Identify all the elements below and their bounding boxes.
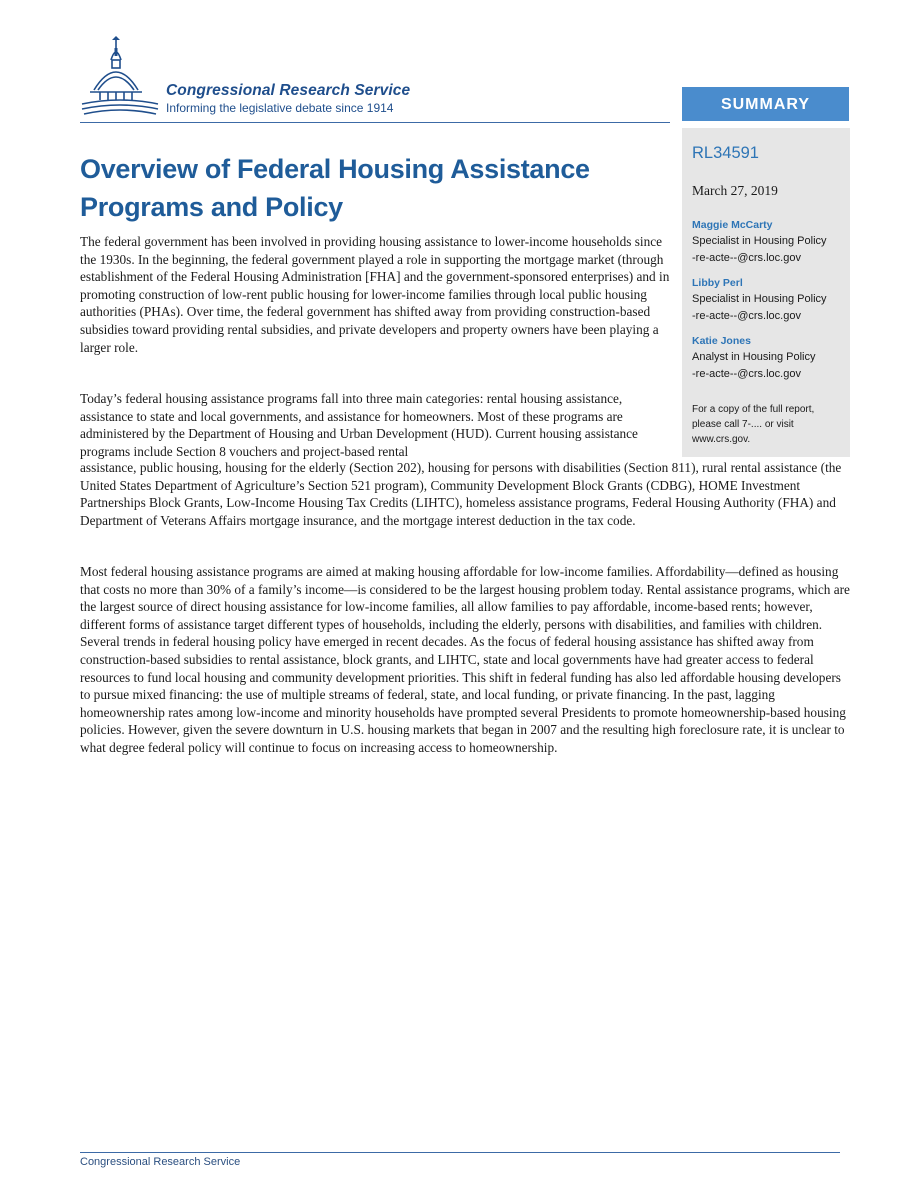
body-paragraph: Today’s federal housing assistance programs fall into three main categories: rental housing assistance, assistance to state and local governments, and assistance for homeowners. Most of these programs are administered by the Department of Housing and Urban Development (HUD). Current housing assistance programs include Section 8 vouchers and project-based rental: [80, 391, 638, 459]
author-title: Analyst in Housing Policy: [692, 351, 816, 363]
org-tagline: Informing the legislative debate since 1914: [166, 101, 394, 115]
body-paragraph: The federal government has been involved in providing housing assistance to lower-income households since the 1930s. In the beginning, the federal government played a role in supporting the mortgage market (through establishment of the Federal Housing Administration [FHA] and the government-sponsored enterprises) and in promoting construction of low-rent public housing for lower-income families through local public housing authorities (PHAs). Over time, the federal government has shifted away from providing construction-based subsidies toward providing rental subsidies, and private developers and property owners have been playing a larger role.: [80, 234, 670, 355]
report-date: March 27, 2019: [692, 183, 778, 198]
author-email[interactable]: -re-acte--@crs.loc.gov: [692, 368, 801, 380]
header-divider: [80, 122, 670, 123]
footer-divider: [80, 1152, 840, 1153]
title-line: Programs and Policy: [80, 192, 343, 222]
title-line: Overview of Federal Housing Assistance: [80, 154, 590, 184]
author-name: Katie Jones: [692, 335, 751, 347]
body-paragraph: Most federal housing assistance programs are aimed at making housing affordable for low-income families. Affordability—defined as housing that costs no more than 30% of a family’s income—is considered to be the largest housing problem today. Rental assistance programs, which are the largest source of direct housing assistance for low-income families, all allow families to pay affordable, income-based rents; however, different forms of assistance target different types of households, including the elderly, persons with disabilities, and families with children. Several trends in federal housing policy have emerged in recent decades. As the focus of federal housing assistance has shifted away from construction-based subsidies to rental assistance, block grants, and LIHTC, state and local governments have had greater access to federal resources to fund local housing and community development priorities. This shift in federal funding has also led affordable housing developers to pursue mixed financing: the use of multiple streams of federal, state, and local funding, or private financing. In the past, lagging homeownership rates among low-income and minority households have prompted several Presidents to promote homeownership-based housing policies. However, given the severe downturn in U.S. housing markets that began in 2007 and the resulting high foreclosure rate, it is unclear to what degree federal policy will continue to focus on increasing access to homeownership.: [80, 564, 850, 755]
org-name: Congressional Research Service: [166, 82, 411, 99]
summary-tab: SUMMARY: [682, 87, 849, 121]
body-paragraph-continued: assistance, public housing, housing for the elderly (Section 202), housing for persons with disabilities (Section 811), rural rental assistance (the United States Department of Agriculture’s Section 521 program), Community Development Block Grants (CDBG), HOME Investment Partnerships Block Grants, Low-Income Housing Tax Credits (LIHTC), homeless assistance programs, Federal Housing Authority (FHA) and Department of Veterans Affairs mortgage insurance, and the mortgage interest deduction in the tax code.: [80, 460, 842, 528]
report-id: RL34591: [692, 144, 759, 162]
author-name: Maggie McCarty: [692, 219, 773, 231]
author-email[interactable]: -re-acte--@crs.loc.gov: [692, 310, 801, 322]
report-title: [80, 150, 670, 226]
author-name: Libby Perl: [692, 277, 743, 289]
author-title: Specialist in Housing Policy: [692, 235, 827, 247]
capitol-dome-icon: [80, 34, 180, 120]
copy-note-line: For a copy of the full report,: [692, 404, 815, 415]
author-title: Specialist in Housing Policy: [692, 293, 827, 305]
crs-website-link[interactable]: www.crs.gov.: [692, 434, 751, 445]
author-email[interactable]: -re-acte--@crs.loc.gov: [692, 252, 801, 264]
copy-note-line: please call 7-.... or visit: [692, 419, 794, 430]
footer-org-name: Congressional Research Service: [80, 1156, 241, 1168]
copy-request-note: [692, 402, 814, 447]
